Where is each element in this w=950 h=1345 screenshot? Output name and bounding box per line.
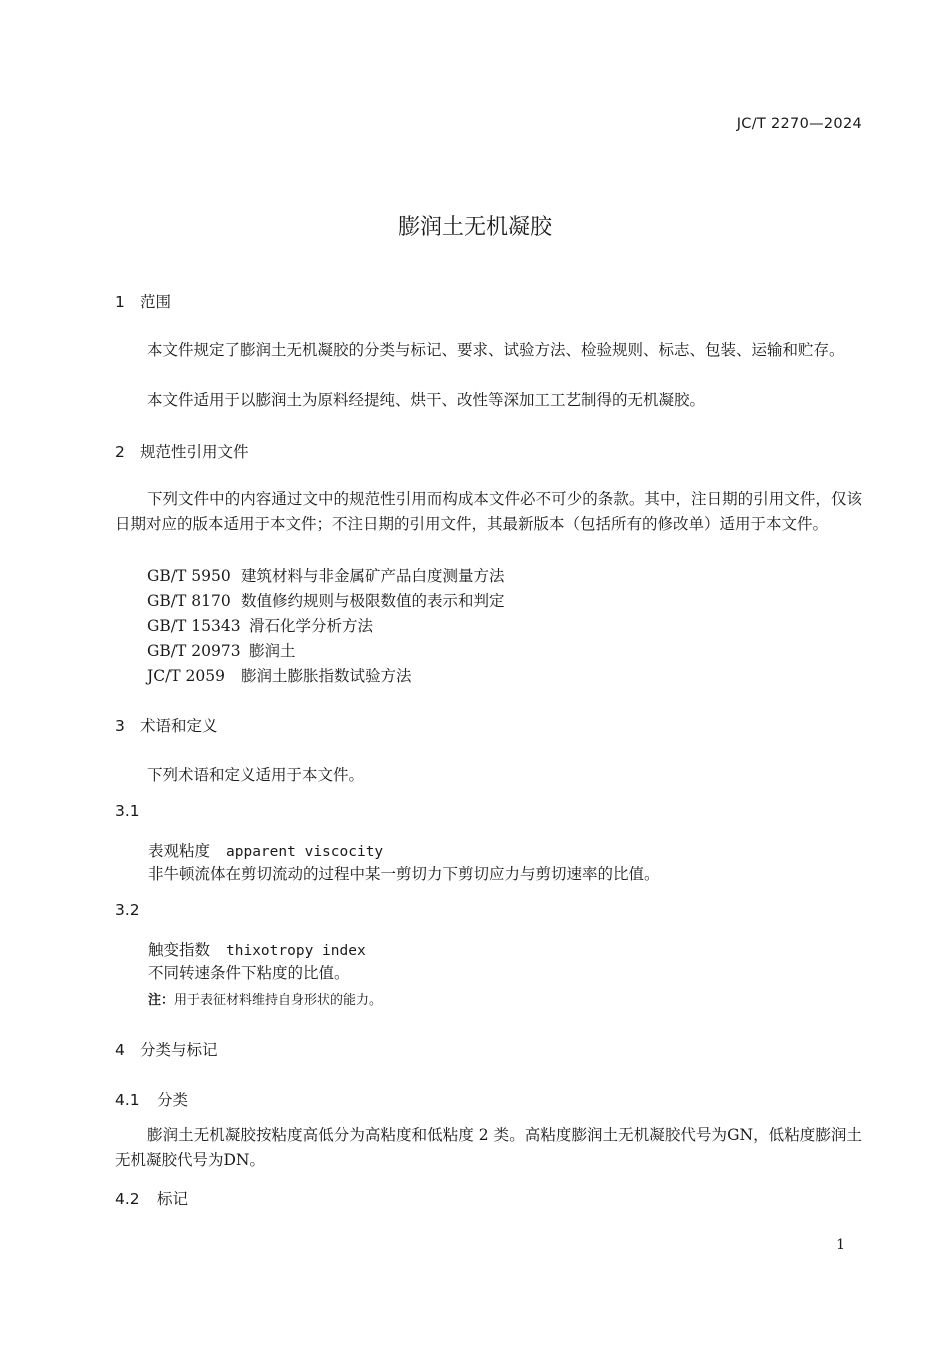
section-2-heading — [115, 440, 249, 462]
section-title: 规范性引用文件 — [140, 443, 249, 461]
subsection-number: 4.2 — [115, 1190, 140, 1208]
term-number: 3.2 — [115, 901, 140, 919]
reference-title: 滑石化学分析方法 — [249, 617, 374, 635]
reference-code: GB/T 5950 — [147, 567, 231, 585]
reference-item — [147, 564, 505, 586]
section-number: 2 — [115, 443, 125, 461]
reference-code: GB/T 15343 — [147, 617, 241, 635]
subsection-4-2-heading — [115, 1187, 188, 1209]
term-english: thixotropy index — [226, 943, 366, 959]
section-title: 范围 — [140, 293, 172, 311]
term-definition: 非牛顿流体在剪切流动的过程中某一剪切力下剪切应力与剪切速率的比值。 — [148, 865, 660, 883]
section-number: 1 — [115, 293, 125, 311]
reference-item — [147, 614, 373, 636]
reference-title: 膨润土 — [249, 642, 296, 660]
paragraph: 下列术语和定义适用于本文件。 — [147, 766, 365, 784]
section-1-heading — [115, 290, 171, 312]
term-entry — [148, 839, 383, 861]
paragraph: 本文件规定了膨润土无机凝胶的分类与标记、要求、试验方法、检验规则、标志、包装、运输和贮存。 — [147, 341, 845, 359]
reference-item — [147, 639, 296, 661]
reference-code: GB/T 20973 — [147, 642, 241, 660]
reference-item — [147, 664, 412, 686]
reference-code: GB/T 8170 — [147, 592, 231, 610]
paragraph: 本文件适用于以膨润土为原料经提纯、烘干、改性等深加工工艺制得的无机凝胶。 — [147, 391, 706, 409]
section-title: 术语和定义 — [140, 717, 218, 735]
subsection-title: 标记 — [157, 1190, 189, 1208]
section-number: 4 — [115, 1041, 125, 1059]
reference-item — [147, 589, 505, 611]
note-label: 注： — [148, 993, 175, 1008]
term-note — [148, 989, 382, 1008]
term-entry — [148, 938, 366, 960]
reference-code: JC/T 2059 — [147, 667, 226, 685]
standard-code: JC/T 2270—2024 — [736, 116, 862, 132]
term-english: apparent viscocity — [226, 844, 384, 860]
paragraph: 膨润土无机凝胶按粘度高低分为高粘度和低粘度 2 类。高粘度膨润土无机凝胶代号为GN，低粘度膨润土无机凝胶代号为DN。 — [115, 1126, 862, 1169]
reference-title: 膨润土膨胀指数试验方法 — [241, 667, 412, 685]
term-number: 3.1 — [115, 802, 140, 820]
reference-title: 数值修约规则与极限数值的表示和判定 — [241, 592, 505, 610]
note-text: 用于表征材料维持自身形状的能力。 — [174, 993, 383, 1008]
document-title: 膨润土无机凝胶 — [397, 215, 552, 240]
subsection-number: 4.1 — [115, 1091, 140, 1109]
section-number: 3 — [115, 717, 125, 735]
section-3-heading — [115, 714, 218, 736]
term-definition: 不同转速条件下粘度的比值。 — [148, 964, 350, 982]
section-title: 分类与标记 — [140, 1041, 218, 1059]
paragraph: 下列文件中的内容通过文中的规范性引用而构成本文件必不可少的条款。其中，注日期的引用文件，仅该日期对应的版本适用于本文件；不注日期的引用文件，其最新版本（包括所有的修改单）适用于本文件。 — [115, 490, 862, 533]
reference-title: 建筑材料与非金属矿产品白度测量方法 — [241, 567, 505, 585]
term-chinese: 表观粘度 — [148, 842, 211, 860]
term-chinese: 触变指数 — [148, 941, 211, 959]
subsection-title: 分类 — [157, 1091, 189, 1109]
subsection-4-1-heading — [115, 1088, 188, 1110]
section-4-heading — [115, 1038, 218, 1060]
page-number: 1 — [836, 1237, 845, 1253]
